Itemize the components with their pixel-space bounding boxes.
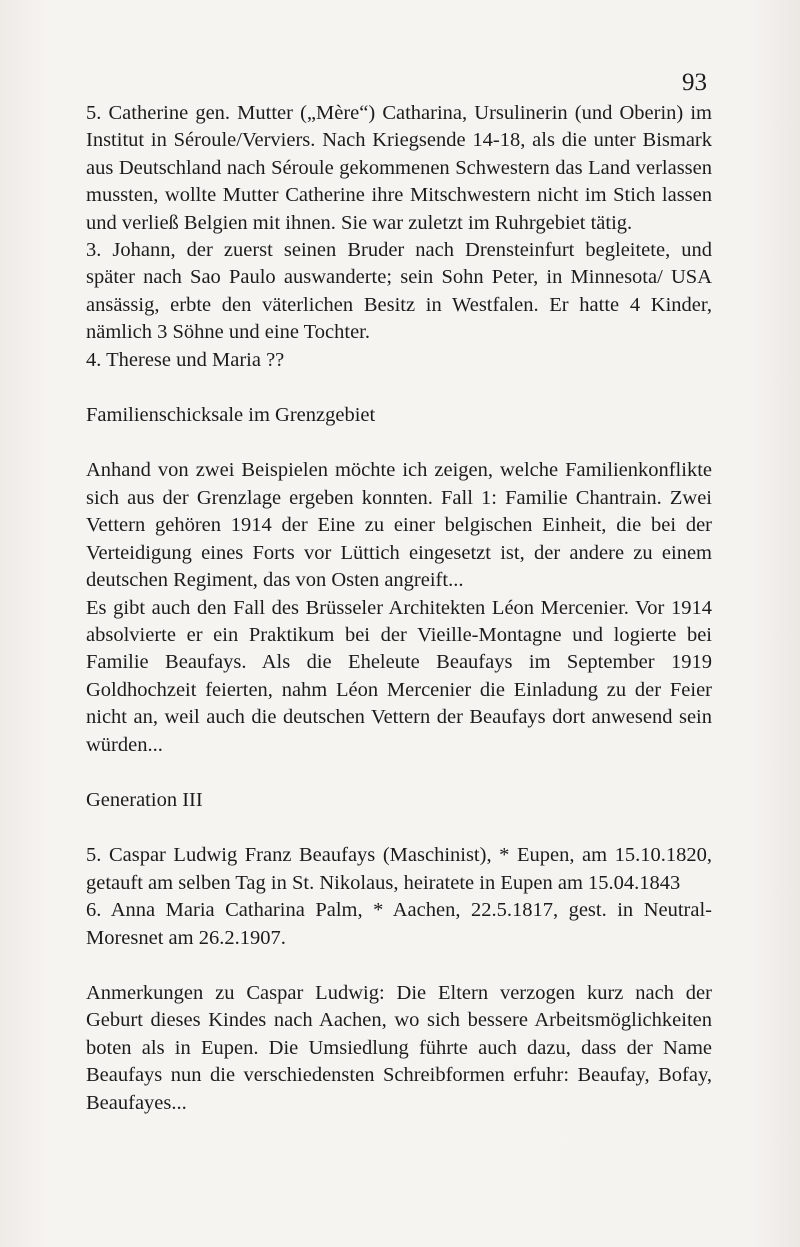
spacer [86,374,712,402]
spacer [86,429,712,457]
spacer [86,759,712,787]
spacer [86,814,712,842]
paragraph-therese: 4. Therese und Maria ?? [86,348,285,371]
paragraph-caspar: 5. Caspar Ludwig Franz Beaufays (Maschinist), * Eupen, am 15.10.1820, getauft am selben Tag in St. Nikolaus, heiratete in Eupen am 15.04.1843 [86,844,712,894]
paragraph-mercenier: Es gibt auch den Fall des Brüsseler Architekten Léon Mercenier. Vor 1914 absolvierte er ein Praktikum bei der Vieille-Montagne und logierte bei Familie Beaufays. Als die Eheleute Beaufays im September 1919 Goldhochzeit feierten, nahm Léon Mercenier die Einladung zu der Feier nicht an, weil auch die deutschen Vettern der Beaufays dort anwesend sein würden... [86,596,712,756]
paragraph-catherine: 5. Catherine gen. Mutter („Mère“) Catharina, Ursulinerin (und Oberin) im Institut in Séroule/Verviers. Nach Kriegsende 14-18, als die unter Bismark aus Deutschland nach Séroule gekommenen Schwestern das Land verlassen mussten, wollte Mutter Catherine ihre Mitschwestern nicht im Stich lassen und verließ Belgien mit ihnen. Sie war zuletzt im Ruhrgebiet tätig. [86,102,712,234]
paragraph-anna: 6. Anna Maria Catharina Palm, * Aachen, 22.5.1817, gest. in Neutral-Moresnet am 26.2.1907. [86,899,712,949]
spacer [86,952,712,980]
section-heading-grenzgebiet: Familienschicksale im Grenzgebiet [86,404,376,427]
paragraph-beispiele: Anhand von zwei Beispielen möchte ich zeigen, welche Familienkonflikte sich aus der Grenzlage ergeben konnten. Fall 1: Familie Chantrain. Zwei Vettern gehören 1914 der Eine zu einer belgischen Einheit, die bei der Verteidigung eines Forts vor Lüttich eingesetzt ist, der andere zu einem deutschen Regiment, das von Osten angreift... [86,459,712,592]
section-heading-generation: Generation III [86,788,203,811]
page-number: 93 [682,69,707,96]
paragraph-anmerkungen: Anmerkungen zu Caspar Ludwig: Die Eltern verzogen kurz nach der Geburt dieses Kindes nach Aachen, wo sich bessere Arbeitsmöglichkeiten boten als in Eupen. Die Umsiedlung führte auch dazu, dass der Name Beaufays nun die verschiedensten Schreibformen erfuhr: Beaufay, Bofay, Beaufayes... [86,981,712,1114]
paragraph-johann: 3. Johann, der zuerst seinen Bruder nach Drensteinfurt begleitete, und später nach Sao Paulo auswanderte; sein Sohn Peter, in Minnesota/ USA ansässig, erbte den väterlichen Besitz in Westfalen. Er hatte 4 Kinder, nämlich 3 Söhne und eine Tochter. [86,239,712,344]
page-body [86,100,712,1117]
